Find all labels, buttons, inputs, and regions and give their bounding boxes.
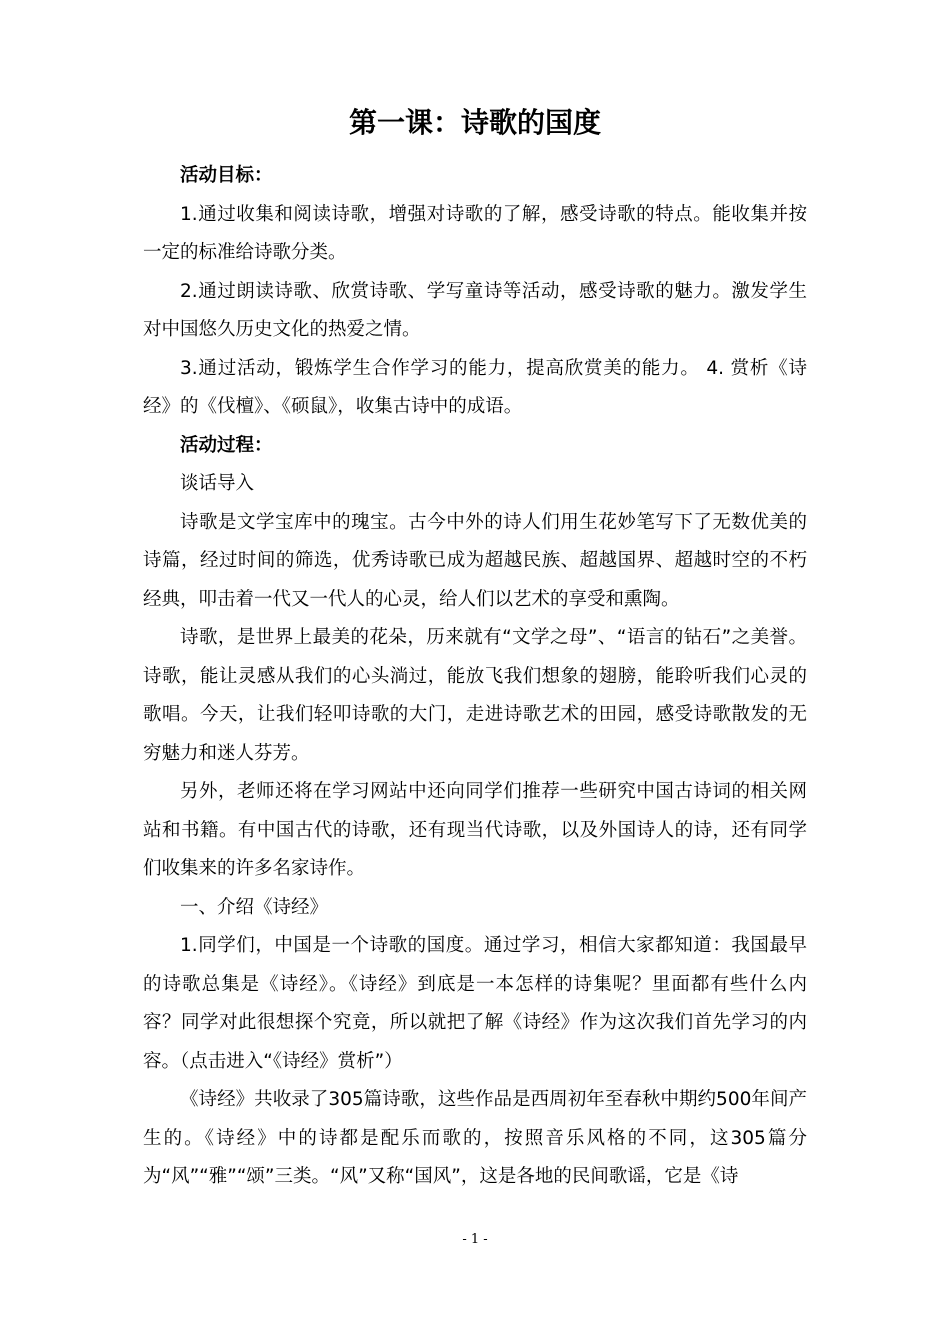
page-number: - 1 - xyxy=(462,1232,488,1247)
paragraph: 《诗经》共收录了305篇诗歌，这些作品是西周初年至春秋中期约500年间产生的。《诗经》中的诗都是配乐而歌的，按照音乐风格的不同，这305篇分为“风”“雅”“颂”三类。“风”又称“国风”，这是各地的民间歌谣，它是《诗 xyxy=(143,1089,807,1187)
section-heading-goals: 活动目标： xyxy=(180,165,273,186)
section-heading-process: 活动过程： xyxy=(180,434,273,456)
document-title: 第一课：诗歌的国度 xyxy=(348,106,601,139)
paragraph: 1.通过收集和阅读诗歌，增强对诗歌的了解，感受诗歌的特点。能收集并按一定的标准给诗歌分类。 xyxy=(143,203,807,263)
paragraph: 1.同学们，中国是一个诗歌的国度。通过学习，相信大家都知道：我国最早的诗歌总集是《诗经》。《诗经》到底是一本怎样的诗集呢？里面都有些什么内容？同学对此很想探个究竟，所以就把了解《诗经》作为这次我们首先学习的内容。（点击进入“《诗经》赏析”） xyxy=(143,935,807,1072)
document-body xyxy=(143,157,807,1197)
paragraph: 谈话导入 xyxy=(180,473,255,494)
paragraph: 3.通过活动，锻炼学生合作学习的能力，提高欣赏美的能力。 4. 赏析《诗经》的《伐檀》、《硕鼠》，收集古诗中的成语。 xyxy=(143,357,807,417)
paragraph: 2.通过朗读诗歌、欣赏诗歌、学写童诗等活动，感受诗歌的魅力。激发学生对中国悠久历史文化的热爱之情。 xyxy=(143,280,807,340)
paragraph: 诗歌是文学宝库中的瑰宝。古今中外的诗人们用生花妙笔写下了无数优美的诗篇，经过时间的筛选，优秀诗歌已成为超越民族、超越国界、超越时空的不朽经典，叩击着一代又一代人的心灵，给人们以艺术的享受和熏陶。 xyxy=(143,511,807,610)
paragraph: 另外，老师还将在学习网站中还向同学们推荐一些研究中国古诗词的相关网站和书籍。有中国古代的诗歌，还有现当代诗歌，以及外国诗人的诗，还有同学们收集来的许多名家诗作。 xyxy=(143,781,807,879)
paragraph: 一、介绍《诗经》 xyxy=(180,896,329,918)
paragraph: 诗歌，是世界上最美的花朵，历来就有“文学之母”、“语言的钻石”之美誉。诗歌，能让灵感从我们的心头淌过，能放飞我们想象的翅膀，能聆听我们心灵的歌唱。今天，让我们轻叩诗歌的大门，走进诗歌艺术的田园，感受诗歌散发的无穷魅力和迷人芬芳。 xyxy=(143,627,807,764)
